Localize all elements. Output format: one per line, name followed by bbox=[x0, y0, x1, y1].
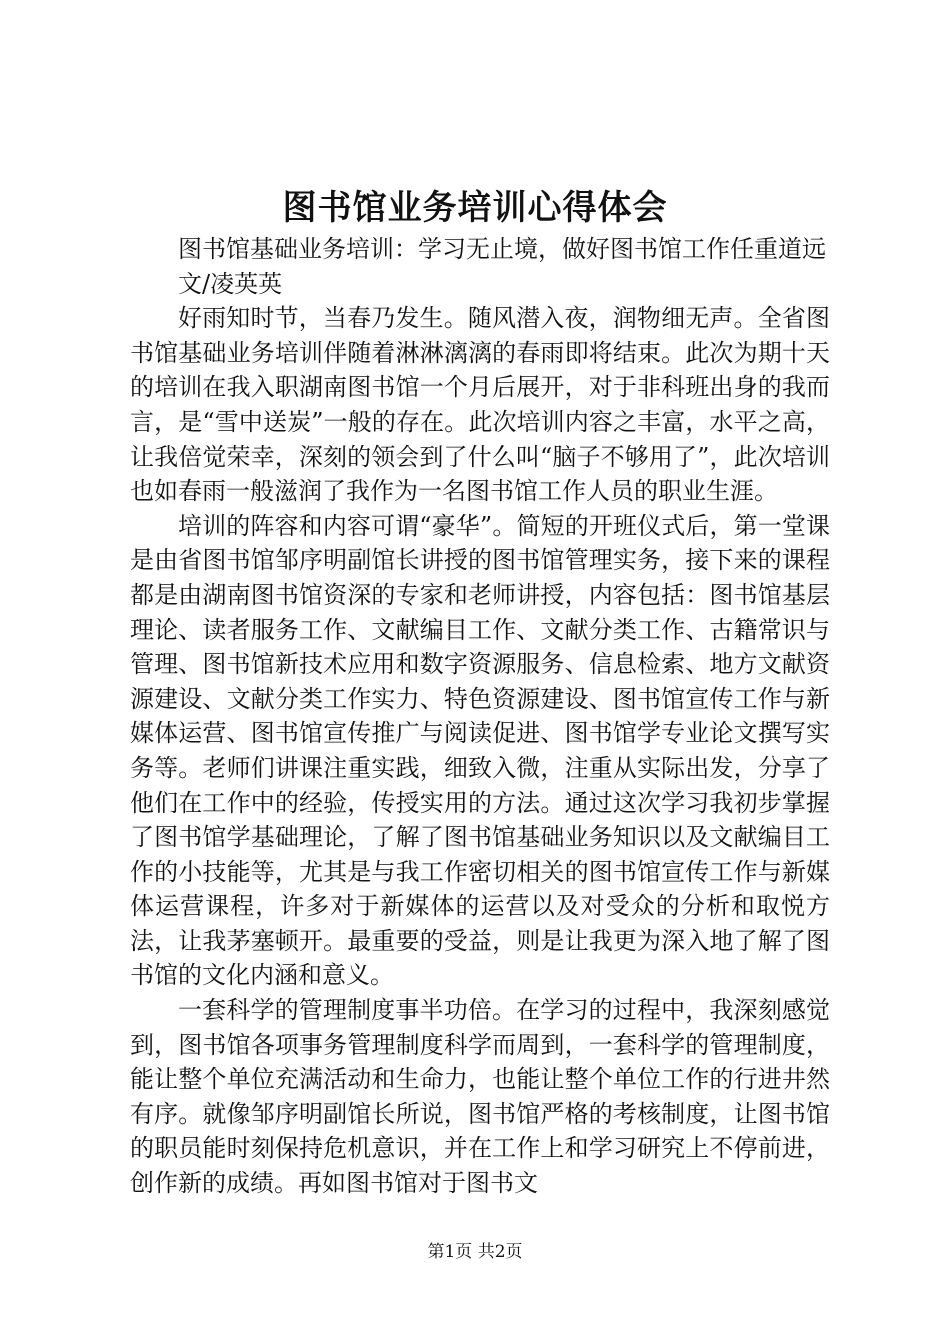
document-body bbox=[130, 232, 830, 1201]
document-title: 图书馆业务培训心得体会 bbox=[282, 188, 668, 228]
author-line: 文/凌英英 bbox=[178, 269, 283, 298]
body-paragraph-2: 培训的阵容和内容可谓“豪华”。简短的开班仪式后，第一堂课是由省图书馆邹序明副馆长讲授的图书馆管理实务，接下来的课程都是由湖南图书馆资深的专家和老师讲授，内容包括：图书馆基层理论、读者服务工作、文献编目工作、文献分类工作、古籍常识与管理、图书馆新技术应用和数字资源服务、信息检索、地方文献资源建设、文献分类工作实力、特色资源建设、图书馆宣传工作与新媒体运营、图书馆宣传推广与阅读促进、图书馆学专业论文撰写实务等。老师们讲课注重实践，细致入微，注重从实际出发，分享了他们在工作中的经验，传授实用的方法。通过这次学习我初步掌握了图书馆学基础理论，了解了图书馆基础业务知识以及文献编目工作的小技能等，尤其是与我工作密切相关的图书馆宣传工作与新媒体运营课程，许多对于新媒体的运营以及对受众的分析和取悦方法，让我茅塞顿开。最重要的受益，则是让我更为深入地了解了图书馆的文化内涵和意义。 bbox=[130, 511, 830, 990]
page-number-footer: 第1页 共2页 bbox=[427, 1242, 523, 1262]
body-paragraph-3: 一套科学的管理制度事半功倍。在学习的过程中，我深刻感觉到，图书馆各项事务管理制度科学而周到，一套科学的管理制度，能让整个单位充满活动和生命力，也能让整个单位工作的行进井然有序。就像邹序明副馆长所说，图书馆严格的考核制度，让图书馆的职员能时刻保持危机意识，并在工作上和学习研究上不停前进，创作新的成绩。再如图书馆对于图书文 bbox=[130, 996, 830, 1198]
subtitle-paragraph: 图书馆基础业务培训：学习无止境，做好图书馆工作任重道远 bbox=[178, 235, 826, 263]
body-paragraph-1: 好雨知时节，当春乃发生。随风潜入夜，润物细无声。全省图书馆基础业务培训伴随着淋淋漓漓的春雨即将结束。此次为期十天的培训在我入职湖南图书馆一个月后展开，对于非科班出身的我而言，是“雪中送炭”一般的存在。此次培训内容之丰富，水平之高，让我倍觉荣幸，深刻的领会到了什么叫“脑子不够用了”，此次培训也如春雨一般滋润了我作为一名图书馆工作人员的职业生涯。 bbox=[130, 304, 830, 506]
